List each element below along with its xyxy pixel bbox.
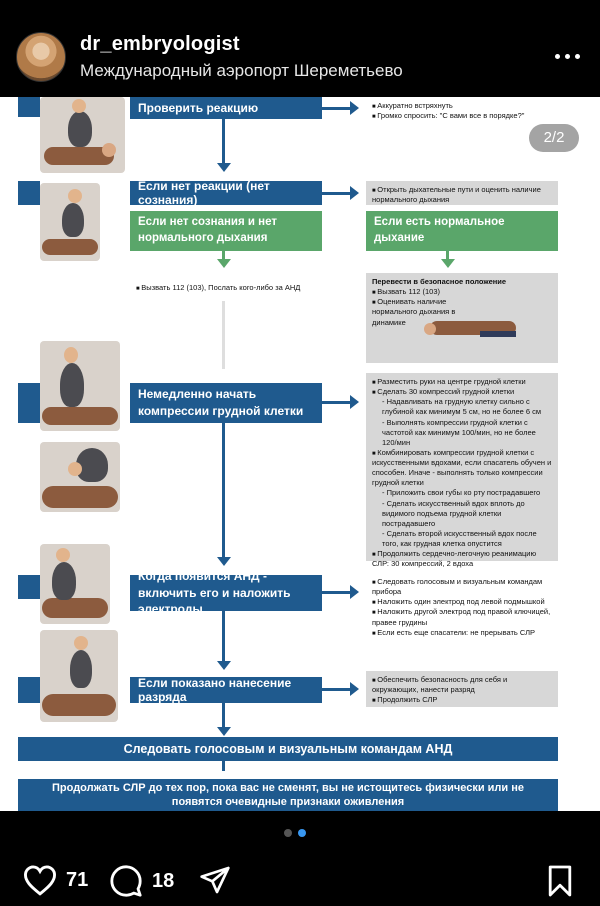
step-continue-cpr: Продолжать СЛР до тех пор, пока вас не сменят, вы не истощитесь физически или не появятся очевидные признаки оживления: [18, 779, 558, 811]
call-notes: ■ Вызвать 112 (103), Послать кого-либо за АНД: [130, 275, 352, 301]
avatar[interactable]: [16, 32, 66, 82]
recovery-notes: Перевести в безопасное положение ■ Вызвать 112 (103) ■ Оценивать наличие нормального дыхания в динамике: [366, 273, 558, 363]
shock-notes: ■ Обеспечить безопасность для себя и окружающих, нанести разряд ■ Продолжить СЛР: [366, 671, 558, 707]
comment-button[interactable]: [108, 864, 174, 898]
post-header: [0, 0, 600, 97]
step-compressions: Немедленно начать компрессии грудной клетки: [130, 383, 322, 423]
post-image[interactable]: [0, 97, 600, 811]
send-icon: [198, 864, 232, 896]
step-no-reaction: Если нет реакции (нет сознания): [130, 181, 322, 205]
step-marker: [18, 575, 40, 599]
step-marker: [18, 383, 40, 423]
carousel-dots[interactable]: [284, 829, 306, 837]
location[interactable]: Международный аэропорт Шереметьево: [80, 61, 403, 80]
step-aed: Когда появится АНД - включить его и наложить электроды: [130, 575, 322, 611]
illustration-recovery-position: [420, 305, 528, 345]
bookmark-icon: [546, 864, 574, 898]
comments-count: 18: [152, 869, 175, 892]
step-marker: [18, 181, 40, 205]
step-follow-aed: Следовать голосовым и визуальным командам АНД: [18, 737, 558, 761]
illustration-compressions: [40, 341, 120, 431]
carousel-dot-active[interactable]: [298, 829, 306, 837]
more-options-icon[interactable]: [552, 46, 582, 66]
share-button[interactable]: [198, 864, 232, 896]
aed-notes: ■ Следовать голосовым и визуальным командам прибора ■ Наложить один электрод под левой подмышкой ■ Наложить другой электрод под правой ключицей, правее грудины ■ Если есть еще спасатели: не прерывать СЛР: [366, 573, 558, 645]
step-shock: Если показано нанесение разряда: [130, 677, 322, 703]
illustration-rescue-breaths: [40, 442, 120, 512]
illustration-no-reaction: [40, 183, 100, 261]
comment-icon: [108, 864, 144, 898]
check-reaction-notes: ■ Аккуратно встряхнуть ■ Громко спросить: "С вами все в порядке?": [366, 97, 558, 123]
illustration-aed: [40, 544, 110, 624]
like-button[interactable]: [22, 864, 88, 896]
step-marker: [18, 97, 40, 117]
illustration-check-reaction: [40, 97, 125, 173]
step-no-breathing: Если нет сознания и нет нормального дыхания: [130, 211, 322, 251]
illustration-shock: [40, 630, 118, 722]
likes-count: 71: [66, 868, 89, 891]
username[interactable]: dr_embryologist: [80, 33, 240, 55]
step-normal-breathing: Если есть нормальное дыхание: [366, 211, 558, 251]
carousel-dot[interactable]: [284, 829, 292, 837]
carousel-counter: 2/2: [529, 124, 579, 152]
step-check-reaction: Проверить реакцию: [130, 97, 322, 119]
step-marker: [18, 677, 40, 703]
save-button[interactable]: [546, 864, 574, 898]
no-reaction-notes: ■ Открыть дыхательные пути и оценить наличие нормального дыхания: [366, 181, 558, 205]
compressions-notes: ■ Разместить руки на центре грудной клетки ■ Сделать 30 компрессий грудной клетки - Надавливать на грудную клетку сильно с глубиной как минимум 5 см, но не более 6 см - Выполнять компрессии грудной клетки с частотой как минимум 100/мин, но не более 120/мин ■ Комбинировать компрессии грудной клетки с искусственными вдохами, если спасатель обучен и способен. Иначе - выполнять только компрессии грудной клетки - Приложить свои губы ко рту пострадавшего - Сделать искусственный вдох вплоть до видимого подъема грудной клетки пострадавшего - Сделать второй искусственный вдох после того, как грудная клетка опустится ■ Продолжить сердечно-легочную реанимацию СЛР: 30 компрессий, 2 вдоха: [366, 373, 558, 561]
action-bar: [0, 850, 600, 906]
heart-icon: [22, 864, 58, 896]
